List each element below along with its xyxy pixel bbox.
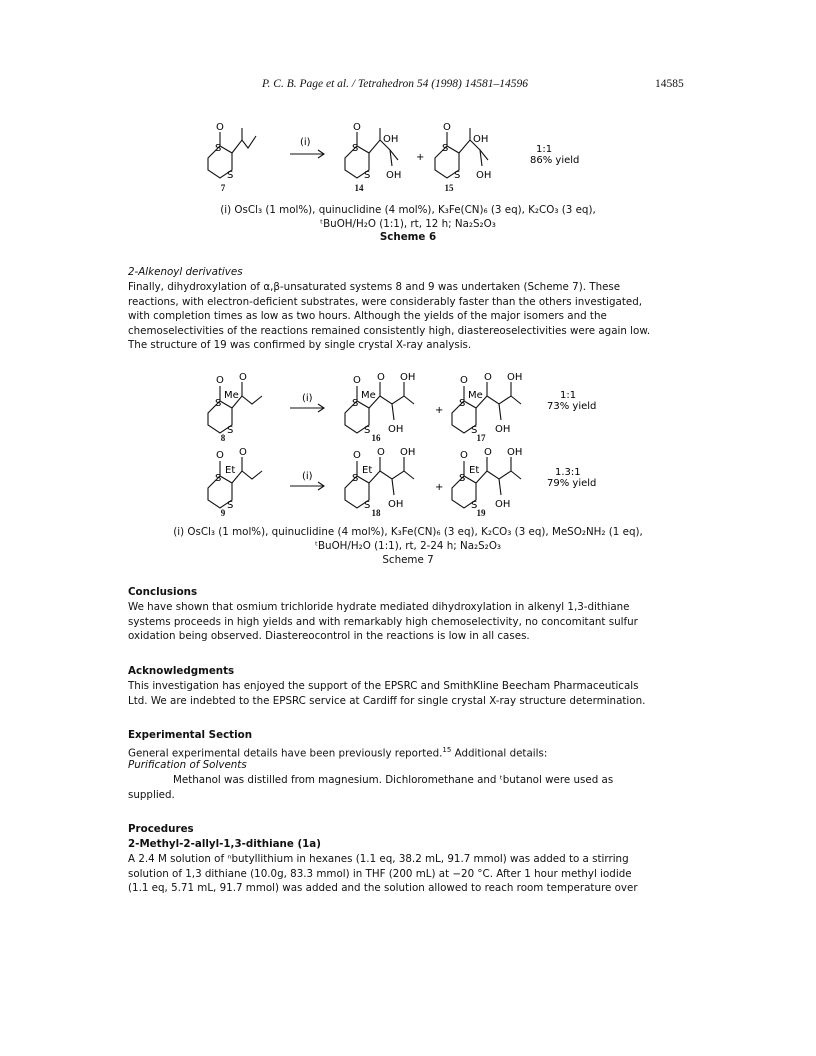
purification-subheading: Purification of Solvents (128, 759, 247, 771)
scheme-7-arrow-2 (290, 482, 324, 490)
text-line: supplied. (128, 788, 175, 801)
page-number: 14585 (655, 78, 684, 90)
purification-paragraph (128, 773, 703, 802)
s7-s-17a: S (459, 398, 466, 409)
s7-o-19a: O (460, 450, 468, 461)
s7-sub-19: Et (469, 465, 480, 476)
acknowledgments-heading: Acknowledgments (128, 665, 235, 677)
text-line: (1.1 eq, 5.71 mL, 91.7 mmol) was added and the solution allowed to reach room temperature over (128, 882, 638, 895)
conclusions-paragraph (128, 600, 703, 644)
s7-yield-1: 73% yield (547, 401, 597, 412)
s7-oh-19a: OH (507, 447, 523, 458)
text-line: A 2.4 M solution of ⁿbutyllithium in hexanes (1.1 eq, 38.2 mL, 91.7 mmol) was added to a stirring (128, 853, 629, 865)
s7-sub-8: Me (224, 390, 239, 401)
scheme-6-caption (120, 204, 696, 245)
reference-marker: 15 (442, 746, 452, 754)
scheme-7-label: Scheme 7 (382, 554, 434, 566)
s7-o-8b: O (239, 372, 247, 383)
scheme-6-arrow (290, 150, 324, 158)
s6-s-7b: S (227, 170, 234, 181)
s7-oh-17b: OH (495, 424, 511, 435)
s7-s-17b: S (471, 425, 478, 436)
s7-s-19b: S (471, 500, 478, 511)
s7-o-9b: O (239, 447, 247, 458)
s7-s-9b: S (227, 500, 234, 511)
s7-o-17b: O (484, 372, 492, 383)
experimental-line-end: Additional details: (451, 747, 548, 760)
acknowledgments-paragraph (128, 679, 703, 708)
procedures-heading: Procedures (128, 823, 194, 835)
s6-s-7a: S (215, 143, 222, 154)
s7-arrow-label-1: (i) (302, 393, 313, 404)
s7-s-19a: S (459, 473, 466, 484)
s7-oh-19b: OH (495, 499, 511, 510)
s7-sub-17: Me (468, 390, 483, 401)
scheme-7-caption (110, 525, 706, 567)
s7-sub-18: Et (362, 465, 373, 476)
text-line: Methanol was distilled from magnesium. Dichloromethane and ᵗbutanol were used as (173, 774, 614, 786)
s7-ratio-1: 1:1 (560, 390, 577, 401)
s7-arrow-label-2: (i) (302, 471, 313, 482)
compound-number: 8 (220, 433, 226, 443)
s6-o-7: O (216, 122, 224, 133)
s7-o-9a: O (216, 450, 224, 461)
text-line: oxidation being observed. Diastereocontrol in the reactions is low in all cases. (128, 630, 530, 643)
s7-s-9a: S (215, 473, 222, 484)
s7-o-16a: O (353, 375, 361, 386)
s6-o-14: O (353, 122, 361, 133)
s7-oh-17a: OH (507, 372, 523, 383)
text-line: We have shown that osmium trichloride hydrate mediated dihydroxylation in alkenyl 1,3-dithiane (128, 601, 630, 613)
running-title: P. C. B. Page et al. / Tetrahedron 54 (1998) 14581–14596 (262, 78, 528, 90)
compound-heading: 2-Methyl-2-allyl-1,3-dithiane (1a) (128, 838, 321, 850)
experimental-line: General experimental details have been previously reported. (128, 747, 443, 760)
s7-s-16b: S (364, 425, 371, 436)
s7-oh-16a: OH (400, 372, 416, 383)
s7-yield-2: 79% yield (547, 478, 597, 489)
s6-oh-14a: OH (383, 134, 399, 145)
s7-o-18b: O (377, 447, 385, 458)
text-line: with completion times as low as two hours. Although the yields of the major isomers and the (128, 310, 607, 323)
s6-plus: + (416, 152, 425, 163)
compound-number: 14 (354, 183, 364, 193)
text-line: chemoselectivities of the reactions remained consistently high, diastereoselectivities were again low. (128, 324, 651, 337)
s7-s-8a: S (215, 398, 222, 409)
text-line: systems proceeds in high yields and with remarkably high chemoselectivity, no concomitant sulfur (128, 615, 638, 628)
scheme-7-conditions-2: ᵗBuOH/H₂O (1:1), rt, 2-24 h; Na₂S₂O₃ (314, 540, 502, 552)
scheme-6-label: Scheme 6 (379, 231, 437, 243)
s6-o-15: O (443, 122, 451, 133)
compound-number: 19 (476, 508, 486, 518)
s7-s-18b: S (364, 500, 371, 511)
text-line: Finally, dihydroxylation of α,β-unsaturated systems 8 and 9 was undertaken (Scheme 7). These (128, 281, 621, 293)
s7-sub-16: Me (361, 390, 376, 401)
alkenoyl-paragraph (128, 280, 703, 353)
s6-s-14b: S (364, 170, 371, 181)
s7-o-19b: O (484, 447, 492, 458)
s7-ratio-2: 1.3:1 (555, 467, 581, 478)
s7-s-8b: S (227, 425, 234, 436)
scheme-7-conditions-1: (i) OsCl₃ (1 mol%), quinuclidine (4 mol%), K₃Fe(CN)₆ (3 eq), K₂CO₃ (3 eq), MeSO₂NH₂ (1 eq), (173, 526, 643, 538)
s7-s-18a: S (352, 473, 359, 484)
scheme-6-conditions-1: (i) OsCl₃ (1 mol%), quinuclidine (4 mol%), K₃Fe(CN)₆ (3 eq), K₂CO₃ (3 eq), (220, 204, 596, 216)
s7-sub-9: Et (225, 465, 236, 476)
text-line: solution of 1,3 dithiane (10.0g, 83.3 mmol) in THF (200 mL) at −20 °C. After 1 hour methyl iodide (128, 867, 632, 880)
compound-number: 17 (476, 433, 486, 443)
s6-s-14a: S (352, 143, 359, 154)
s7-plus-1: + (435, 405, 444, 416)
text-line: This investigation has enjoyed the support of the EPSRC and SmithKline Beecham Pharmaceuticals (128, 680, 639, 692)
compound-number: 7 (220, 183, 226, 193)
text-line: Ltd. We are indebted to the EPSRC service at Cardiff for single crystal X-ray structure determination. (128, 694, 646, 707)
text-line: The structure of 19 was confirmed by single crystal X-ray analysis. (128, 339, 472, 352)
scheme-6-yield: 86% yield (530, 155, 580, 166)
section-heading-alkenoyl: 2-Alkenoyl derivatives (128, 266, 243, 278)
compound-number: 9 (220, 508, 226, 518)
conclusions-heading: Conclusions (128, 586, 198, 598)
scheme-6-graphic (190, 118, 620, 198)
s6-s-15b: S (454, 170, 461, 181)
scheme-7-graphic (190, 368, 620, 518)
s7-oh-16b: OH (388, 424, 404, 435)
s7-oh-18a: OH (400, 447, 416, 458)
s7-plus-2: + (435, 482, 444, 493)
s6-oh-15a: OH (473, 134, 489, 145)
s6-s-15a: S (442, 143, 449, 154)
experimental-heading: Experimental Section (128, 729, 253, 741)
compound-number: 16 (371, 433, 381, 443)
s6-oh-15b: OH (476, 170, 492, 181)
s7-o-18a: O (353, 450, 361, 461)
s7-o-16b: O (377, 372, 385, 383)
compound-number: 15 (444, 183, 454, 193)
s7-o-8a: O (216, 375, 224, 386)
s6-oh-14b: OH (386, 170, 402, 181)
compound-number: 18 (371, 508, 381, 518)
s7-oh-18b: OH (388, 499, 404, 510)
s7-o-17a: O (460, 375, 468, 386)
scheme-7-arrow-1 (290, 404, 324, 412)
s7-s-16a: S (352, 398, 359, 409)
scheme-6-ratio: 1:1 (536, 144, 553, 155)
scheme-6-conditions-2: ᵗBuOH/H₂O (1:1), rt, 12 h; Na₂S₂O₃ (320, 217, 496, 230)
scheme-6-arrow-label: (i) (300, 137, 311, 148)
text-line: reactions, with electron-deficient substrates, were considerably faster than the others investigated, (128, 295, 643, 308)
procedure-paragraph (128, 852, 703, 896)
